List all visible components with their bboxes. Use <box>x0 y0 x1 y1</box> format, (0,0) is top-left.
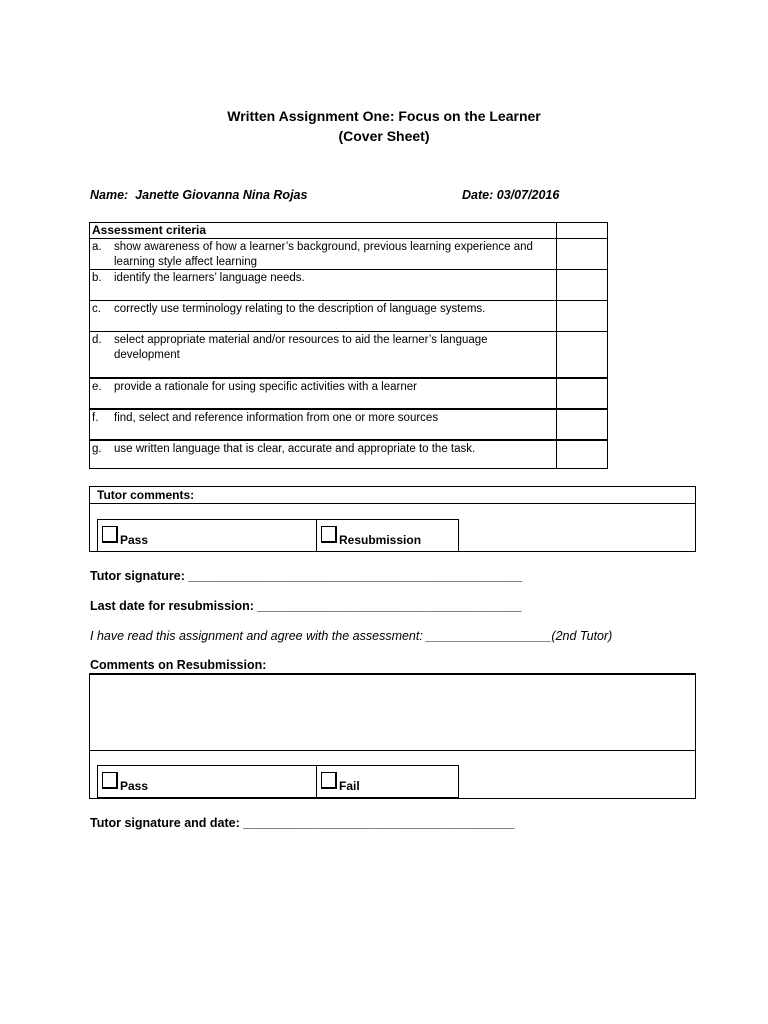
resubmission-divider <box>90 750 695 751</box>
document-subtitle: (Cover Sheet) <box>338 128 430 144</box>
criteria-text: find, select and reference information from one or more sources <box>114 412 439 424</box>
criteria-row-c <box>90 300 607 331</box>
comments-resubmission-box <box>89 673 696 799</box>
pass-checkbox[interactable] <box>102 526 118 543</box>
criteria-text: show awareness of how a learner’s background, previous learning experience and learning style affect learning <box>114 241 533 268</box>
criteria-letter: e. <box>92 381 102 393</box>
criteria-letter: f. <box>92 412 99 424</box>
date-field <box>462 188 559 202</box>
criteria-row-d <box>90 331 607 377</box>
tutor-decision-row <box>97 519 459 552</box>
resub-pass-option[interactable] <box>98 766 316 797</box>
criteria-letter: d. <box>92 334 102 346</box>
criteria-text: provide a rationale for using specific activities with a learner <box>114 381 417 393</box>
criteria-text: select appropriate material and/or resources to aid the learner’s language development <box>114 334 488 361</box>
comments-resubmission-header: Comments on Resubmission: <box>90 658 267 672</box>
criteria-text: identify the learners’ language needs. <box>114 272 305 284</box>
criteria-row-b <box>90 269 607 300</box>
document-title: Written Assignment One: Focus on the Learner <box>227 108 541 124</box>
resub-fail-checkbox[interactable] <box>321 772 337 789</box>
resubmission-decision-row <box>97 765 459 798</box>
criteria-letter: b. <box>92 272 102 284</box>
criteria-row-a <box>90 238 607 269</box>
name-field <box>90 188 307 202</box>
date-label: Date: <box>462 188 494 202</box>
criteria-letter: g. <box>92 443 102 455</box>
second-tutor-agreement-line[interactable]: I have read this assignment and agree with the assessment: __________________(2nd Tutor) <box>90 629 613 643</box>
resubmission-checkbox[interactable] <box>321 526 337 543</box>
date-value: 03/07/2016 <box>496 188 560 202</box>
last-date-resubmission-line[interactable]: Last date for resubmission: ______________________________________ <box>90 599 522 613</box>
resubmission-option[interactable] <box>317 520 457 551</box>
tutor-signature-date-line[interactable]: Tutor signature and date: _______________________________________ <box>90 816 515 830</box>
pass-label: Pass <box>120 533 149 547</box>
criteria-letter: c. <box>92 303 101 315</box>
name-value: Janette Giovanna Nina Rojas <box>135 188 308 202</box>
resub-fail-option[interactable] <box>317 766 457 797</box>
tutor-comments-box <box>89 486 696 552</box>
criteria-text: use written language that is clear, accurate and appropriate to the task. <box>114 443 476 455</box>
tutor-comments-header: Tutor comments: <box>90 487 695 504</box>
assessment-criteria-table <box>89 222 608 469</box>
criteria-row-g <box>90 439 607 468</box>
criteria-row-f <box>90 408 607 439</box>
resub-pass-checkbox[interactable] <box>102 772 118 789</box>
tutor-signature-line[interactable]: Tutor signature: ________________________________________________ <box>90 569 523 583</box>
resubmission-label: Resubmission <box>339 533 422 547</box>
pass-option[interactable] <box>98 520 316 551</box>
criteria-row-e <box>90 377 607 408</box>
criteria-header: Assessment criteria <box>92 223 207 237</box>
resub-pass-label: Pass <box>120 779 149 793</box>
name-label: Name: <box>90 188 129 202</box>
criteria-text: correctly use terminology relating to the description of language systems. <box>114 303 486 315</box>
resub-fail-label: Fail <box>339 779 360 793</box>
criteria-letter: a. <box>92 241 102 253</box>
